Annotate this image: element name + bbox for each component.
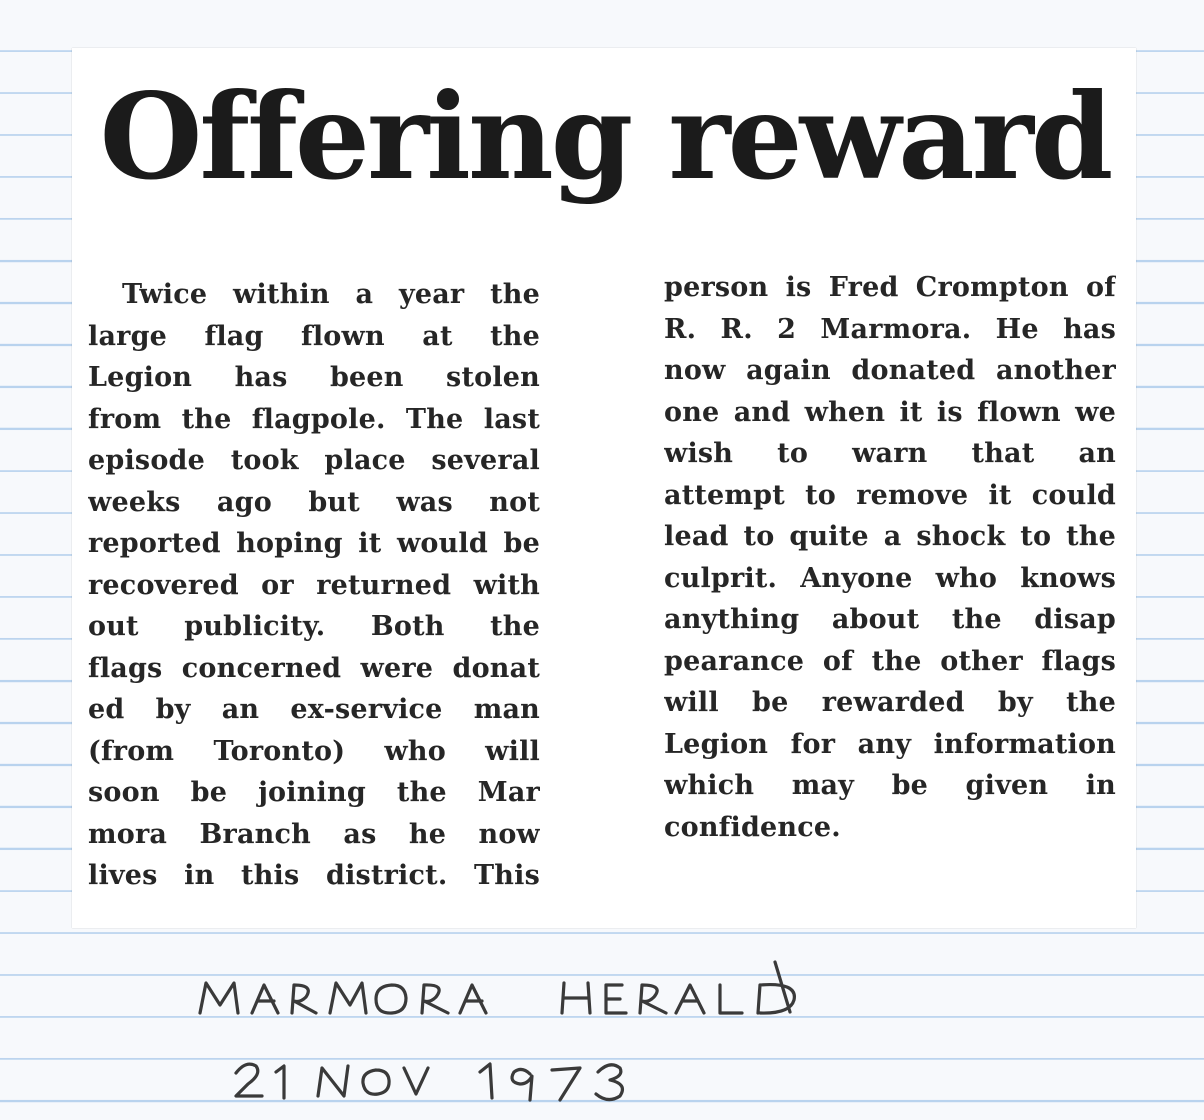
text-line: episode took place several <box>88 445 540 476</box>
text-line: Twice within a year the <box>122 279 540 310</box>
text-line: mora Branch as he now <box>88 818 540 850</box>
handwritten-date <box>0 0 1 1</box>
text-line: Legion has been stolen <box>88 362 540 393</box>
text-line: which may be given in <box>664 770 1116 801</box>
text-line: ed by an ex-service man <box>88 694 540 725</box>
text-line: anything about the disap <box>664 604 1116 635</box>
text-line: Legion for any information <box>664 728 1116 760</box>
text-line: pearance of the other flags <box>664 645 1116 677</box>
text-line: recovered or returned with <box>88 569 540 601</box>
handwritten-source-strokes <box>200 962 794 1013</box>
text-line: person is Fred Crompton of <box>664 272 1116 303</box>
text-line: lives in this district. This <box>88 860 540 891</box>
text-line: will be rewarded by the <box>664 687 1116 718</box>
text-line: from the flagpole. The last <box>88 403 540 435</box>
text-line: large flag flown at the <box>88 320 540 352</box>
text-line: (from Toronto) who will <box>88 735 540 767</box>
text-line: soon be joining the Mar <box>88 777 540 808</box>
text-line: attempt to remove it could <box>664 479 1116 511</box>
article-column-right <box>664 267 1116 848</box>
text-line: wish to warn that an <box>664 438 1116 469</box>
article-column-left <box>88 274 540 897</box>
text-line: lead to quite a shock to the <box>664 521 1116 552</box>
text-line: one and when it is flown we <box>664 396 1116 428</box>
text-line: R. R. 2 Marmora. He has <box>664 313 1116 345</box>
text-line: reported hoping it would be <box>88 528 540 559</box>
handwritten-date-strokes <box>236 1064 622 1100</box>
text-line: culprit. Anyone who knows <box>664 562 1116 594</box>
text-line: out publicity. Both the <box>88 611 540 642</box>
handwritten-source <box>0 0 1 1</box>
text-line: confidence. <box>664 811 841 843</box>
text-line: flags concerned were donat <box>88 652 540 684</box>
newspaper-clipping <box>72 48 1136 928</box>
text-line: weeks ago but was not <box>88 486 540 518</box>
headline: Offering reward <box>99 67 1111 206</box>
text-line: now again donated another <box>664 355 1116 386</box>
